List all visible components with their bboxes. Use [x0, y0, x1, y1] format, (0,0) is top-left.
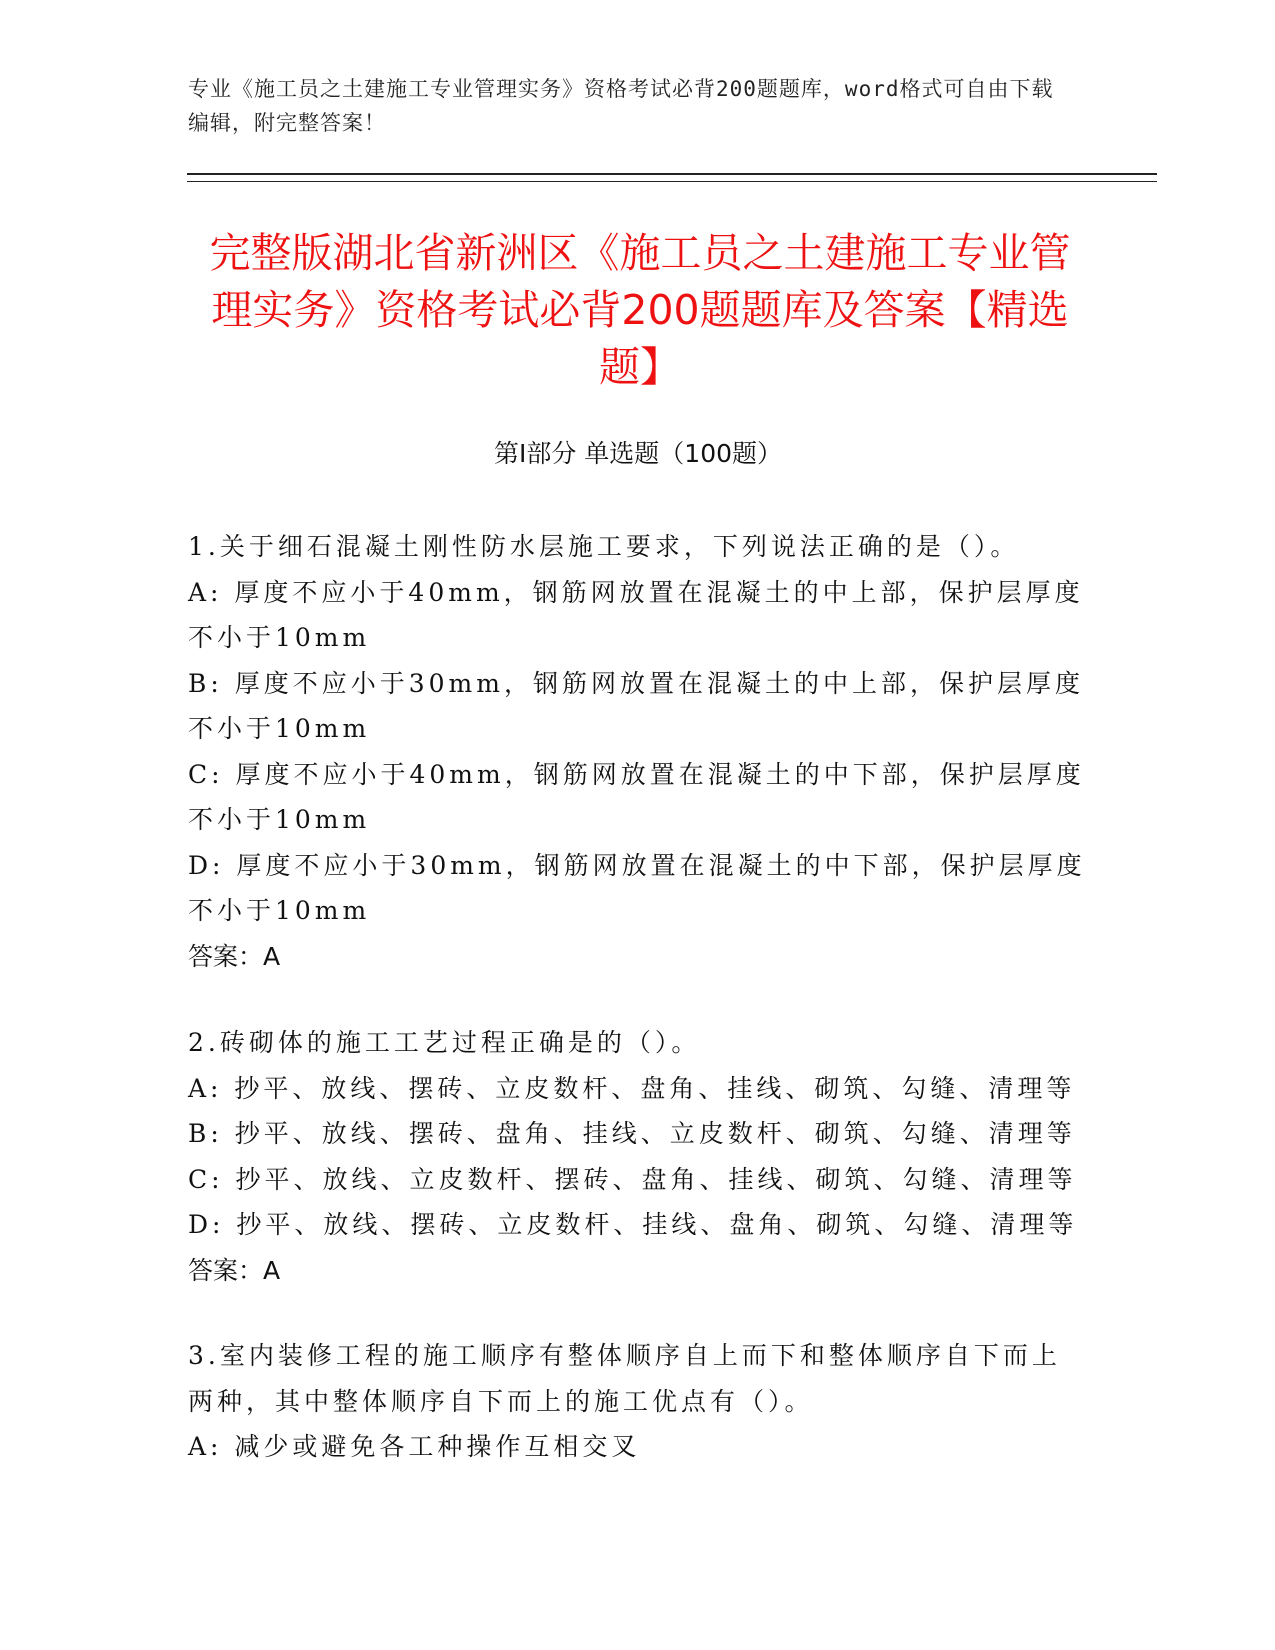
document-title: 完整版湖北省新洲区《施工员之土建施工专业管理实务》资格考试必背200题题库及答案【精选题】 [209, 229, 1071, 391]
option-b: B: 抄平、放线、摆砖、盘角、挂线、立皮数杆、砌筑、勾缝、清理等 [188, 1119, 1076, 1148]
question-stem: 2.砖砌体的施工工艺过程正确是的（）。 [188, 1028, 701, 1057]
option-a: A: 抄平、放线、摆砖、立皮数杆、盘角、挂线、砌筑、勾缝、清理等 [188, 1073, 1076, 1103]
answer: 答案：A [188, 941, 281, 971]
question-1 [188, 524, 1088, 979]
section-title: 第I部分 单选题（100题） [493, 439, 783, 468]
option-d: D: 厚度不应小于30mm，钢筋网放置在混凝土的中下部，保护层厚度不小于10mm [188, 850, 1086, 925]
header-rule-thin [187, 181, 1157, 182]
option-a: A: 厚度不应小于40mm，钢筋网放置在混凝土的中上部，保护层厚度不小于10mm [188, 577, 1084, 652]
question-3 [188, 1333, 1088, 1470]
option-a: A: 减少或避免各工种操作互相交叉 [188, 1432, 641, 1461]
option-c: C: 抄平、放线、立皮数杆、摆砖、盘角、挂线、砌筑、勾缝、清理等 [188, 1164, 1077, 1194]
header-rule-thick [187, 173, 1157, 175]
option-b: B: 厚度不应小于30mm，钢筋网放置在混凝土的中上部，保护层厚度不小于10mm [188, 668, 1084, 743]
question-2 [188, 1020, 1088, 1293]
question-stem: 1.关于细石混凝土刚性防水层施工要求，下列说法正确的是（）。 [188, 532, 1020, 561]
question-stem: 3.室内装修工程的施工顺序有整体顺序自上而下和整体顺序自下而上两种，其中整体顺序自下而上的施工优点有（）。 [188, 1341, 1061, 1416]
answer: 答案：A [188, 1255, 281, 1285]
option-d: D: 抄平、放线、摆砖、立皮数杆、挂线、盘角、砌筑、勾缝、清理等 [188, 1210, 1078, 1239]
option-c: C: 厚度不应小于40mm，钢筋网放置在混凝土的中下部，保护层厚度不小于10mm [188, 759, 1085, 834]
header-note: 专业《施工员之土建施工专业管理实务》资格考试必背200题题库，word格式可自由下载编辑，附完整答案！ [188, 77, 1054, 135]
